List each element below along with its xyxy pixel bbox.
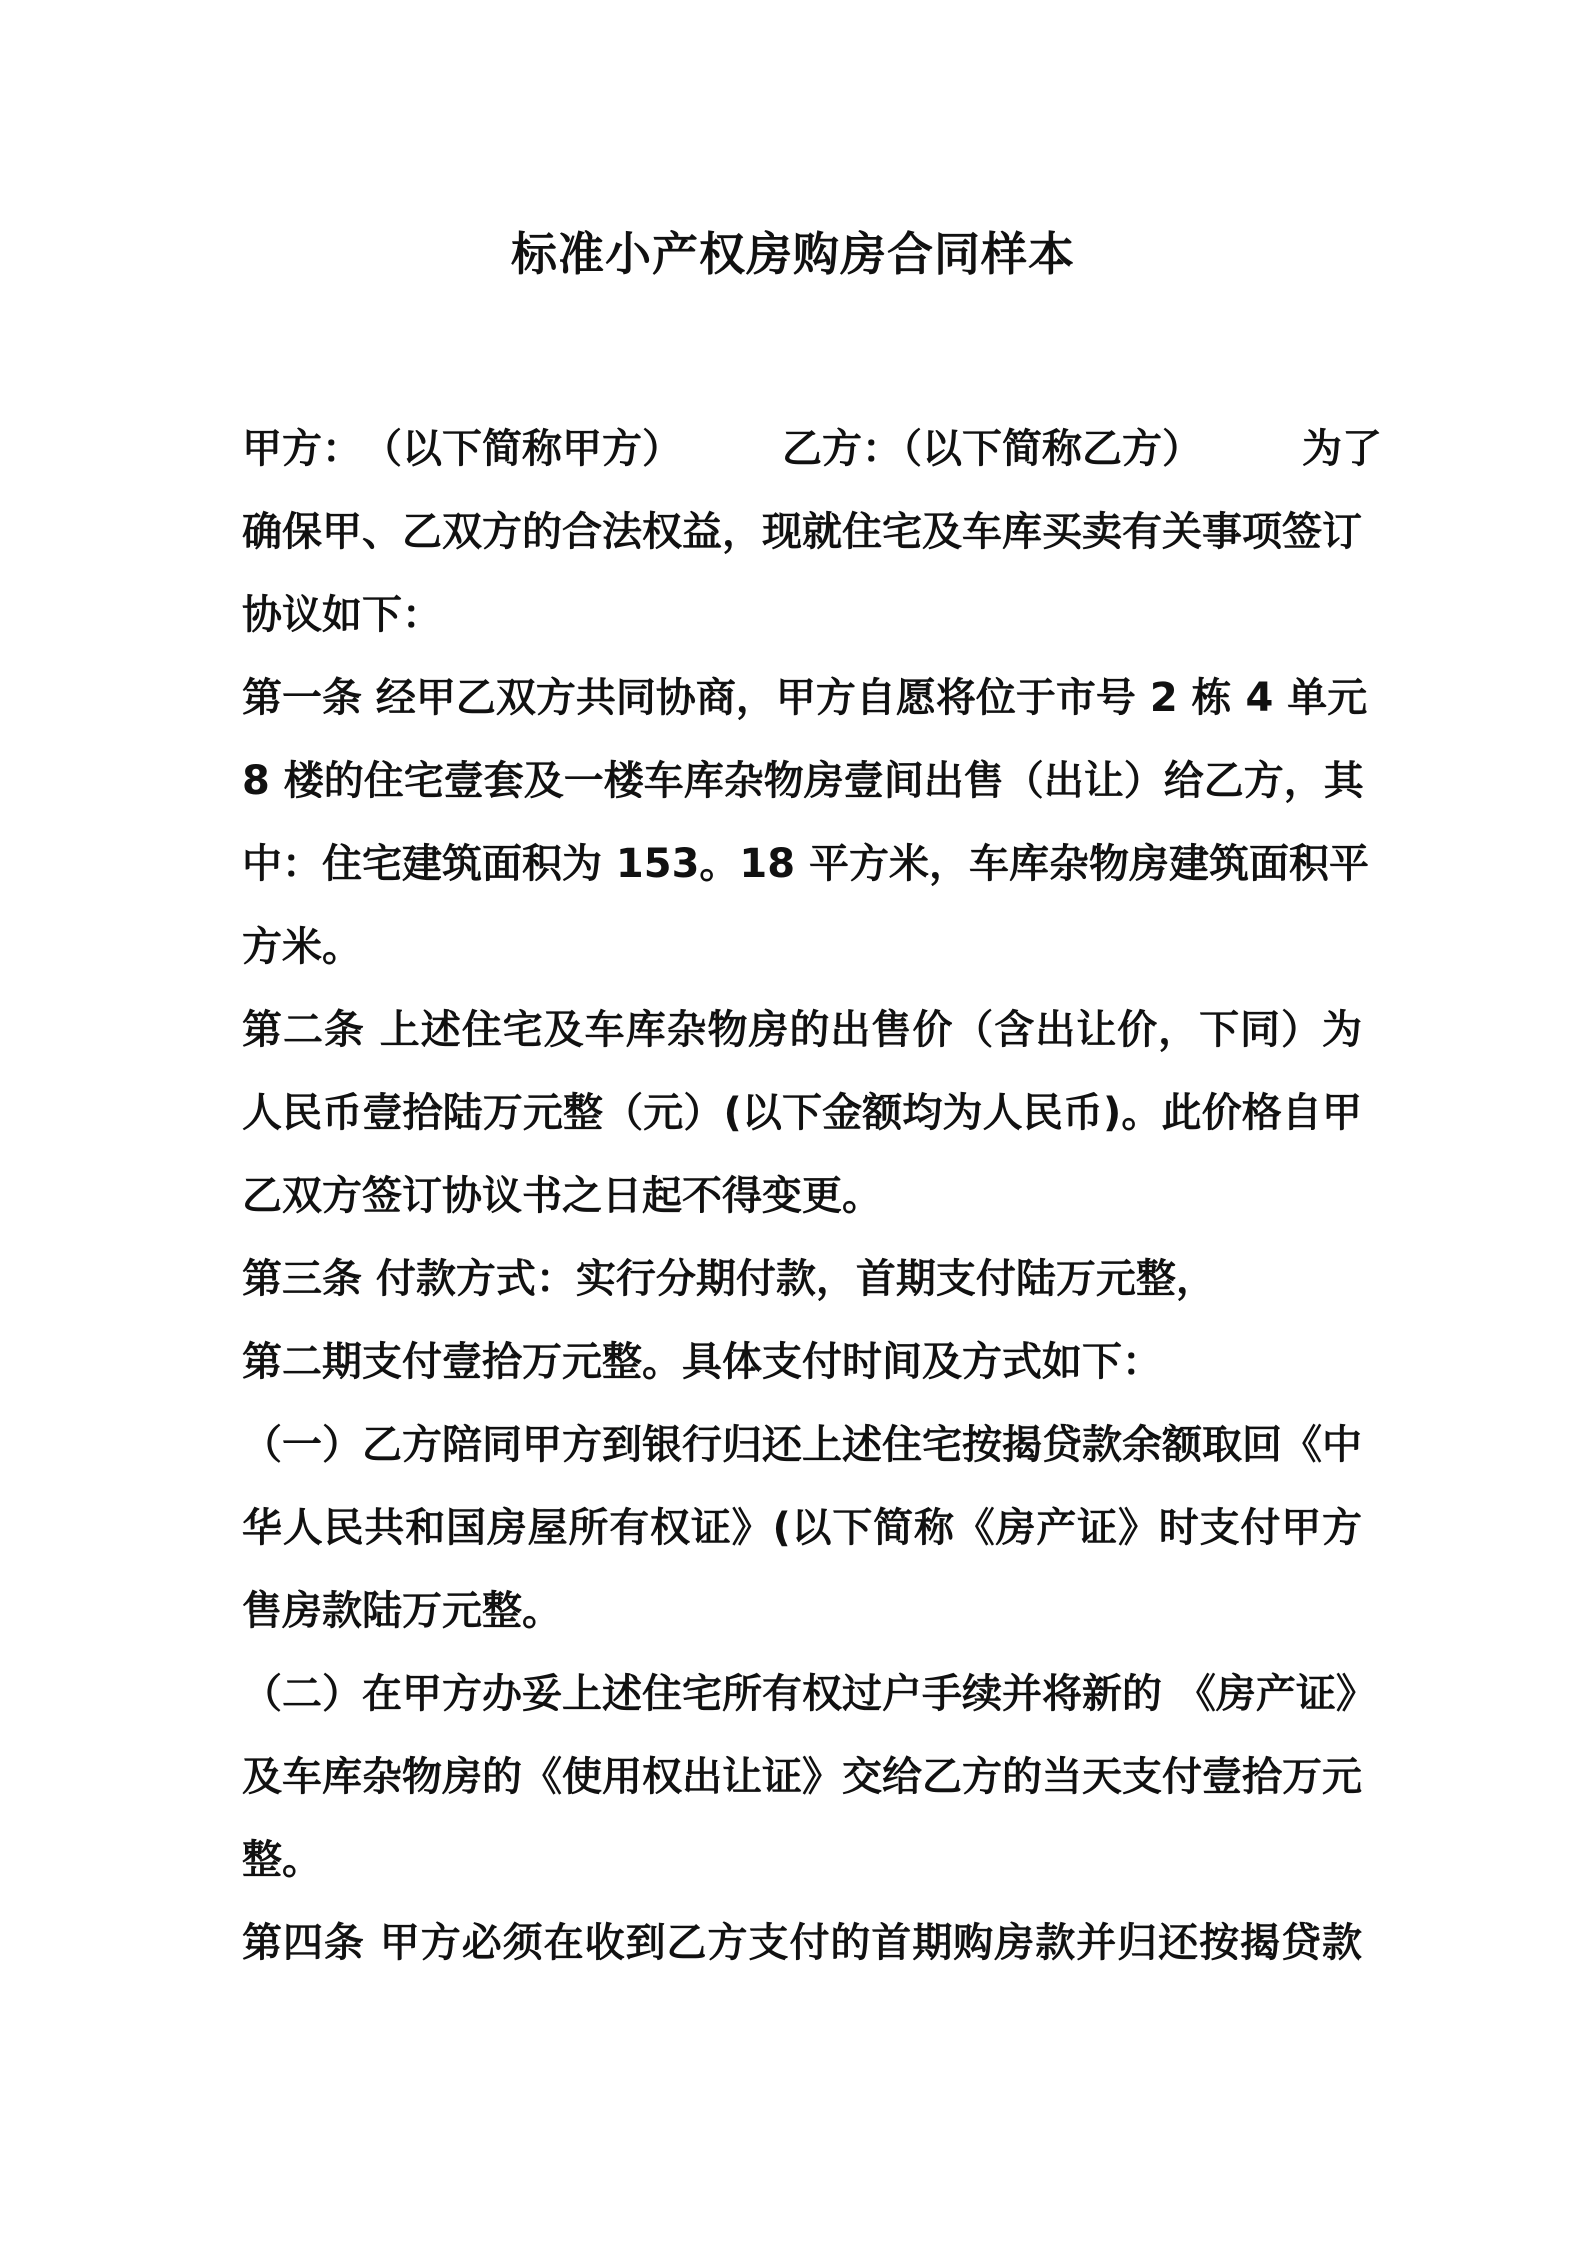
document-body bbox=[242, 408, 1382, 1985]
text-line: 8 楼的住宅壹套及一楼车库杂物房壹间出售（出让）给乙方，其 bbox=[242, 758, 1364, 804]
text-line: 协议如下： bbox=[242, 592, 442, 638]
text-line: 第一条 经甲乙双方共同协商，甲方自愿将位于市号 2 栋 4 单元 bbox=[242, 675, 1368, 721]
document-title: 标准小产权房购房合同样本 bbox=[511, 227, 1075, 281]
text-line: 华人民共和国房屋所有权证》(以下简称《房产证》时支付甲方 bbox=[242, 1505, 1362, 1551]
text-line: 及车库杂物房的《使用权出让证》交给乙方的当天支付壹拾万元 bbox=[242, 1754, 1362, 1800]
text-line: 第二期支付壹拾万元整。具体支付时间及方式如下： bbox=[242, 1339, 1162, 1385]
text-line: 确保甲、乙双方的合法权益，现就住宅及车库买卖有关事项签订 bbox=[242, 509, 1362, 555]
text-line: 方米。 bbox=[242, 924, 362, 970]
text-line: （一）乙方陪同甲方到银行归还上述住宅按揭贷款余额取回《中 bbox=[242, 1422, 1362, 1468]
text-line: 第三条 付款方式：实行分期付款，首期支付陆万元整， bbox=[242, 1256, 1216, 1302]
text-line: 售房款陆万元整。 bbox=[242, 1588, 562, 1634]
text-line: （二）在甲方办妥上述住宅所有权过户手续并将新的 《房产证》 bbox=[242, 1671, 1376, 1717]
text-line: 第四条 甲方必须在收到乙方支付的首期购房款并归还按揭贷款 bbox=[242, 1920, 1362, 1966]
text-line: 第二条 上述住宅及车库杂物房的出售价（含出让价，下同）为 bbox=[242, 1007, 1362, 1053]
text-line: 整。 bbox=[242, 1837, 322, 1883]
text-line: 中：住宅建筑面积为 153。18 平方米，车库杂物房建筑面积平 bbox=[242, 841, 1370, 887]
text-line: 人民币壹拾陆万元整（元）(以下金额均为人民币)。此价格自甲 bbox=[242, 1090, 1362, 1136]
text-line: 甲方： （以下简称甲方） 乙方：（以下简称乙方） 为了 bbox=[242, 426, 1382, 472]
text-line: 乙双方签订协议书之日起不得变更。 bbox=[242, 1173, 882, 1219]
